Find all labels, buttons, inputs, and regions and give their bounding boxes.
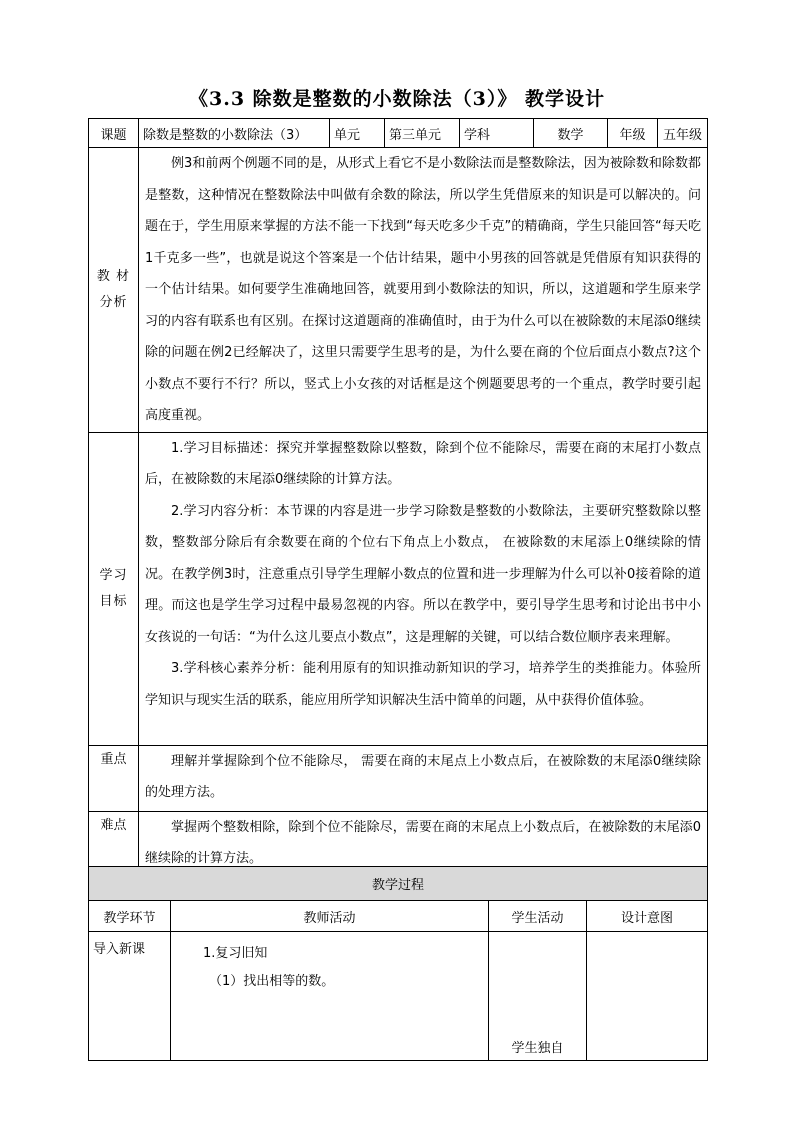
unit-label: 单元: [330, 119, 385, 148]
teacher-activity-line: 1.复习旧知: [203, 946, 268, 961]
grade-value: 五年级: [658, 119, 708, 148]
process-title-row: [89, 867, 708, 901]
teaching-process-table: [88, 866, 708, 1061]
topic-label: 课题: [89, 119, 139, 148]
learning-goals-label-text: 学习 目标: [99, 567, 128, 609]
grade-label: 年级: [608, 119, 658, 148]
intro-design-intent: [587, 932, 708, 1061]
intro-student-activity: 学生独自: [489, 932, 587, 1061]
document-title: 《3.3 除数是整数的小数除法（3）》 教学设计: [188, 88, 605, 110]
column-header: 设计意图: [587, 901, 708, 932]
column-header: 学生活动: [489, 901, 587, 932]
intro-stage: 导入新课: [89, 932, 171, 1061]
intro-row: [89, 932, 708, 1061]
intro-teacher-activity: [171, 932, 489, 1061]
process-column-header: [89, 901, 708, 932]
subject-value: 数学: [534, 119, 608, 148]
difficulty-text: 掌握两个整数相除，除到个位不能除尽，需要在商的末尾点上小数点后，在被除数的末尾添0继续除的计算方法。: [145, 819, 701, 866]
unit-value: 第三单元: [385, 119, 460, 148]
subject-label: 学科: [460, 119, 534, 148]
learning-goal-3: 3.学科核心素养分析：能利用原有的知识推动新知识的学习，培养学生的类推能力。体验所学知识与现实生活的联系，能应用所学知识解决生活中简单的问题，从中获得价值体验。: [145, 661, 701, 708]
teacher-activity-line: （1）找出相等的数。: [209, 974, 335, 989]
column-header: 教师活动: [171, 901, 489, 932]
material-analysis-label-text: 教 材 分析: [96, 268, 131, 310]
process-title: 教学过程: [89, 867, 708, 901]
column-header: 教学环节: [89, 901, 171, 932]
material-analysis-text: 例3和前两个例题不同的是，从形式上看它不是小数除法而是整数除法，因为被除数和除数都是整数，这种情况在整数除法中叫做有余数的除法，所以学生凭借原来的知识是可以解决的。问题在于，学生用原来掌握的方法不能一下找到“每天吃多少千克”的精确商，学生只能回答“每天吃1千克多一些”，也就是说这个答案是一个估计结果，题中小男孩的回答就是凭借原有知识获得的一个估计结果。如何要学生准确地回答，就要用到小数除法的知识，所以，这道题和学生原来学习的内容有联系也有区别。在探讨这道题商的准确值时，由于为什么可以在被除数的末尾添0继续除的问题在例2已经解决了，这里只需要学生思考的是，为什么要在商的个位后面点小数点?这个小数点不要行不行？所以，竖式上小女孩的对话框是这个例题要思考的一个重点，教学时要引起高度重视。: [145, 156, 701, 423]
learning-goals-cell: [139, 432, 708, 745]
key-point-cell: [139, 745, 708, 811]
key-point-label: 重点: [89, 745, 139, 811]
header-row: [89, 119, 708, 148]
material-analysis-row: [89, 148, 708, 433]
learning-goal-1: 1.学习目标描述：探究并掌握整数除以整数，除到个位不能除尽，需要在商的末尾打小数点后，在被除数的末尾添0继续除的计算方法。: [145, 440, 701, 487]
topic-value: 除数是整数的小数除法（3）: [139, 119, 330, 148]
key-point-text: 理解并掌握除到个位不能除尽， 需要在商的末尾点上小数点后，在被除数的末尾添0继续除的处理方法。: [145, 753, 701, 800]
material-analysis-cell: [139, 148, 708, 433]
lesson-info-table: [88, 118, 708, 878]
difficulty-label: 难点: [89, 811, 139, 877]
learning-goal-2: 2.学习内容分析：本节课的内容是进一步学习除数是整数的小数除法，主要研究整数除以整数，整数部分除后有余数要在商的个位右下角点上小数点， 在被除数的末尾添上0继续除的情况。在教学例3时，注意重点引导学生理解小数点的位置和进一步理解为什么可以补0接着除的道理。而这也是学生学习过程中最易忽视的内容。所以在教学中，要引导学生思考和讨论出书中小女孩说的一句话：“为什么这儿要点小数点”，这是理解的关键，可以结合数位顺序表来理解。: [145, 503, 701, 645]
key-point-row: [89, 745, 708, 811]
learning-goals-label: [89, 432, 139, 745]
learning-goals-row: [89, 432, 708, 745]
material-analysis-label: [89, 148, 139, 433]
